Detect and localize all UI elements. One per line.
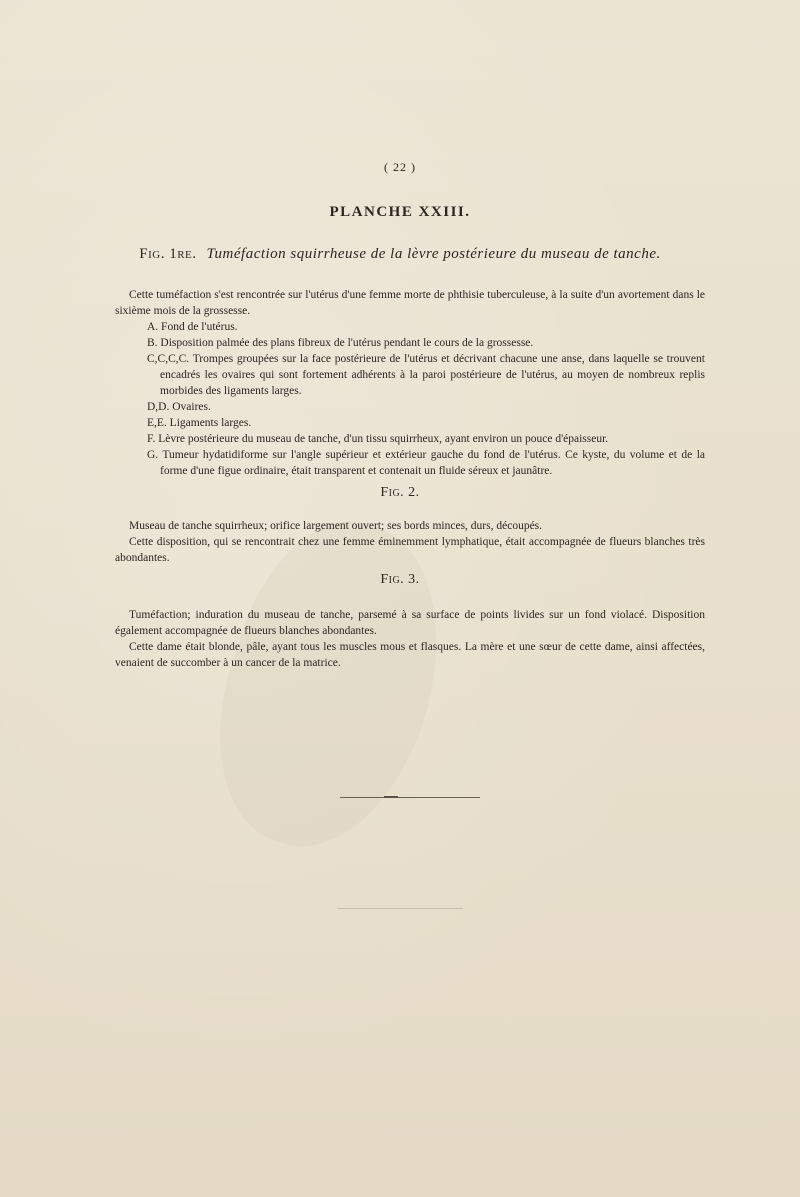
fig1-item-b: B. Disposition palmée des plans fibreux de l'utérus pendant le cours de la grossesse. [147,337,534,349]
fig3-heading: Fig. 3. [380,572,420,587]
closing-rule [340,797,480,798]
fig3-paragraph: Tuméfaction; induration du museau de tanche, parsemé à sa surface de points livides sur un fond violacé. Disposition également accompagnée de flueurs blanches abondantes. [115,609,705,637]
show-through-rule [338,908,463,909]
fig1-intro: Cette tuméfaction s'est rencontrée sur l'utérus d'une femme morte de phthisie tuberculeuse, à la suite d'un avortement dans le sixième mois de la grossesse. [115,289,705,317]
fig1-item-d: D,D. Ovaires. [147,401,211,413]
page-number: ( 22 ) [384,160,416,174]
fig2-heading: Fig. 2. [380,485,420,500]
fig1-item-e: E,E. Ligaments larges. [147,417,252,429]
fig1-heading [0,246,800,263]
fig3-paragraph: Cette dame était blonde, pâle, ayant tous les muscles mous et flasques. La mère et une sœur de cette dame, ainsi affectées, venaient de succomber à un cancer de la matrice. [115,641,705,669]
fig1-item-g: G. Tumeur hydatidiforme sur l'angle supérieur et extérieur gauche du fond de l'utérus. Ce kyste, du volume et de la forme d'une figue ordinaire, était transparent et contenait un fluide séreux et jaunâtre. [147,449,705,477]
fig1-item-a: A. Fond de l'utérus. [147,321,238,333]
fig2-paragraph: Cette disposition, qui se rencontrait chez une femme éminemment lymphatique, était accompagnée de flueurs blanches très abondantes. [115,536,705,564]
rule-ornament [384,796,398,798]
fig2-paragraph: Museau de tanche squirrheux; orifice largement ouvert; ses bords minces, durs, découpés. [129,520,543,532]
fig1-item-f: F. Lèvre postérieure du museau de tanche, d'un tissu squirrheux, ayant environ un pouce d'épaisseur. [147,433,609,445]
fig1-description [115,287,705,479]
planche-title: PLANCHE XXIII. [329,204,471,220]
fig3-description [115,607,705,671]
fig1-prefix: Fig. 1re. [139,246,197,262]
fig1-title: Tuméfaction squirrheuse de la lèvre postérieure du museau de tanche. [206,246,661,262]
fig1-item-c: C,C,C,C. Trompes groupées sur la face postérieure de l'utérus et décrivant chacune une anse, dans laquelle se trouvent encadrés les ovaires qui sont fortement adhérents à la paroi postérieure de l'utérus, au moyen de nombreux replis morbides des ligaments larges. [147,353,705,397]
fig2-description [115,518,705,566]
